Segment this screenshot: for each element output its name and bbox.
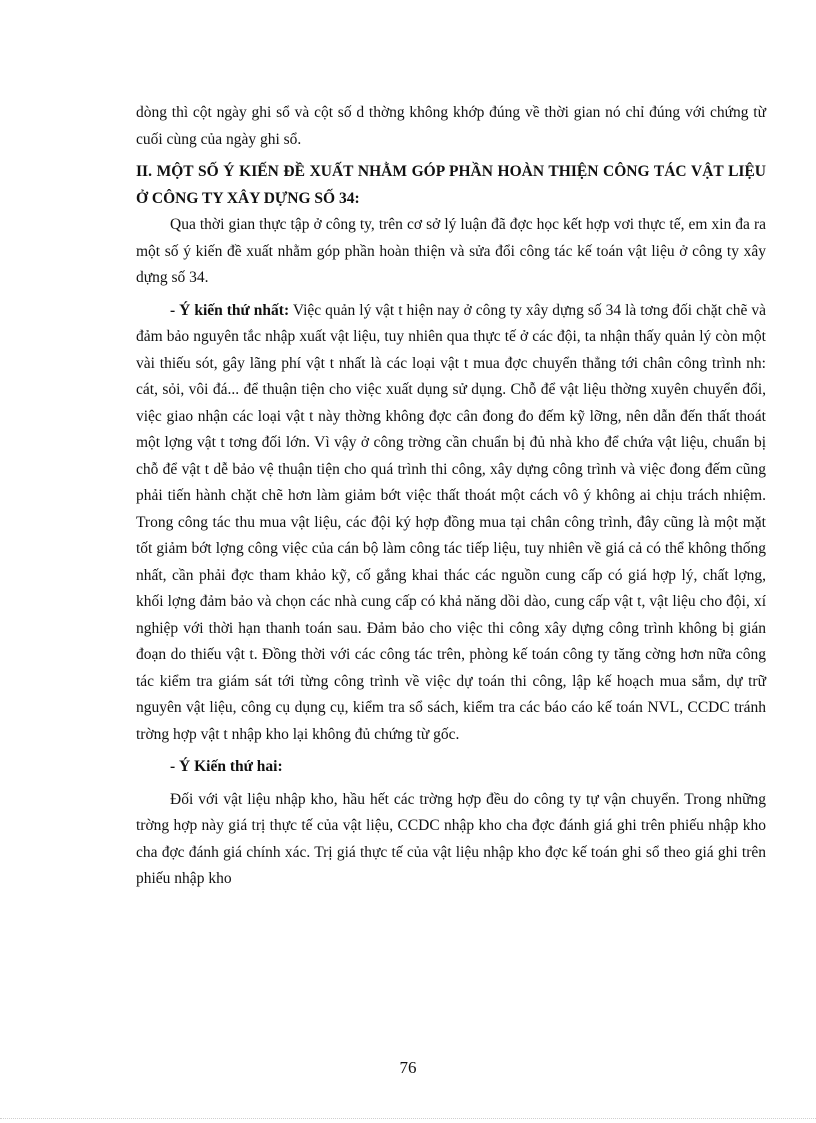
opinion-one-label: - Ý kiến thứ nhất: <box>170 301 290 319</box>
page-bottom-divider <box>0 1118 816 1119</box>
section-heading: II. MỘT SỐ Ý KIẾN ĐỀ XUẤT NHẰM GÓP PHẦN HOÀN THIỆN CÔNG TÁC VẬT LIỆU Ở CÔNG TY XÂY DỰNG SỐ 34: <box>136 163 766 207</box>
page-number: 76 <box>399 1058 417 1077</box>
paragraph-opinion-two: Đối với vật liệu nhập kho, hầu hết các trờng hợp đều do công ty tự vận chuyển. Trong những trờng hợp này giá trị thực tế của vật liệu, CCDC nhập kho cha đợc đánh giá ghi trên phiếu nhập kho cha đợc đánh giá chính xác. Trị giá thực tế của vật liệu nhập kho đợc kế toán ghi sổ theo giá ghi trên phiếu nhập kho <box>136 790 766 887</box>
paragraph-continuation: dòng thì cột ngày ghi sổ và cột số d thờng không khớp đúng về thời gian nó chỉ đúng với chứng từ cuối cùng của ngày ghi sổ. <box>136 104 766 148</box>
paragraph-opinion-one <box>136 298 766 749</box>
paragraph-intro: Qua thời gian thực tập ở công ty, trên cơ sở lý luận đã đợc học kết hợp vơi thực tế, em xin đa ra một số ý kiến đề xuất nhằm góp phần hoàn thiện và sửa đổi công tác kế toán vật liệu ở công ty xây dựng số 34. <box>136 216 766 286</box>
opinion-one-text: Việc quản lý vật t hiện nay ở công ty xây dựng số 34 là tơng đối chặt chẽ và đảm bảo nguyên tắc nhập xuất vật liệu, tuy nhiên qua thực tế ở các đội, ta nhận thấy quản lý còn một vài thiếu sót, gây lãng phí vật t nhất là các loại vật t mua đợc chuyển thẳng tới chân công trình nh: cát, sỏi, vôi đá... để thuận tiện cho việc xuất dụng sử dụng. Chỗ để vật liệu thờng xuyên chuyển đổi, việc giao nhận các loại vật t này thờng không đợc cân đong đo đếm kỹ lỡng, nên dẫn đến thất thoát một lợng vật t tơng đối lớn. Vì vậy ở công trờng cần chuẩn bị đủ nhà kho để chứa vật liệu, chuẩn bị chỗ để vật t dễ bảo vệ thuận tiện cho quá trình thi công, xây dựng công trình và việc đong đếm cũng phải tiến hành chặt chẽ hơn làm giảm bớt việc thất thoát một cách vô ý không ai chịu trách nhiệm. Trong công tác thu mua vật liệu, các đội ký hợp đồng mua tại chân công trình, đây cũng là một mặt tốt giảm bớt lợng công việc của cán bộ làm công tác tiếp liệu, tuy nhiên về giá cả có thể không thống nhất, cần phải đợc tham khảo kỹ, cố gắng khai thác các nguồn cung cấp có giá hợp lý, chất lợng, khối lợng đảm bảo và chọn các nhà cung cấp có khả năng dồi dào, cung cấp vật t, vật liệu cho đội, xí nghiệp với thời hạn thanh toán sau. Đảm bảo cho việc thi công xây dựng công trình không bị gián đoạn do thiếu vật t. Đồng thời với các công tác trên, phòng kế toán công ty tăng cờng hơn nữa công tác kiểm tra giám sát tới từng công trình về việc dự toán thi công, lập kế hoạch mua sắm, dự trữ nguyên vật liệu, công cụ dụng cụ, kiểm tra sổ sách, kiểm tra các báo cáo kế toán NVL, CCDC tránh trờng hợp vật t nhập kho lại không đủ chứng từ gốc. <box>136 301 766 743</box>
opinion-two-label: - Ý Kiến thứ hai: <box>170 758 283 775</box>
document-body <box>136 100 766 893</box>
